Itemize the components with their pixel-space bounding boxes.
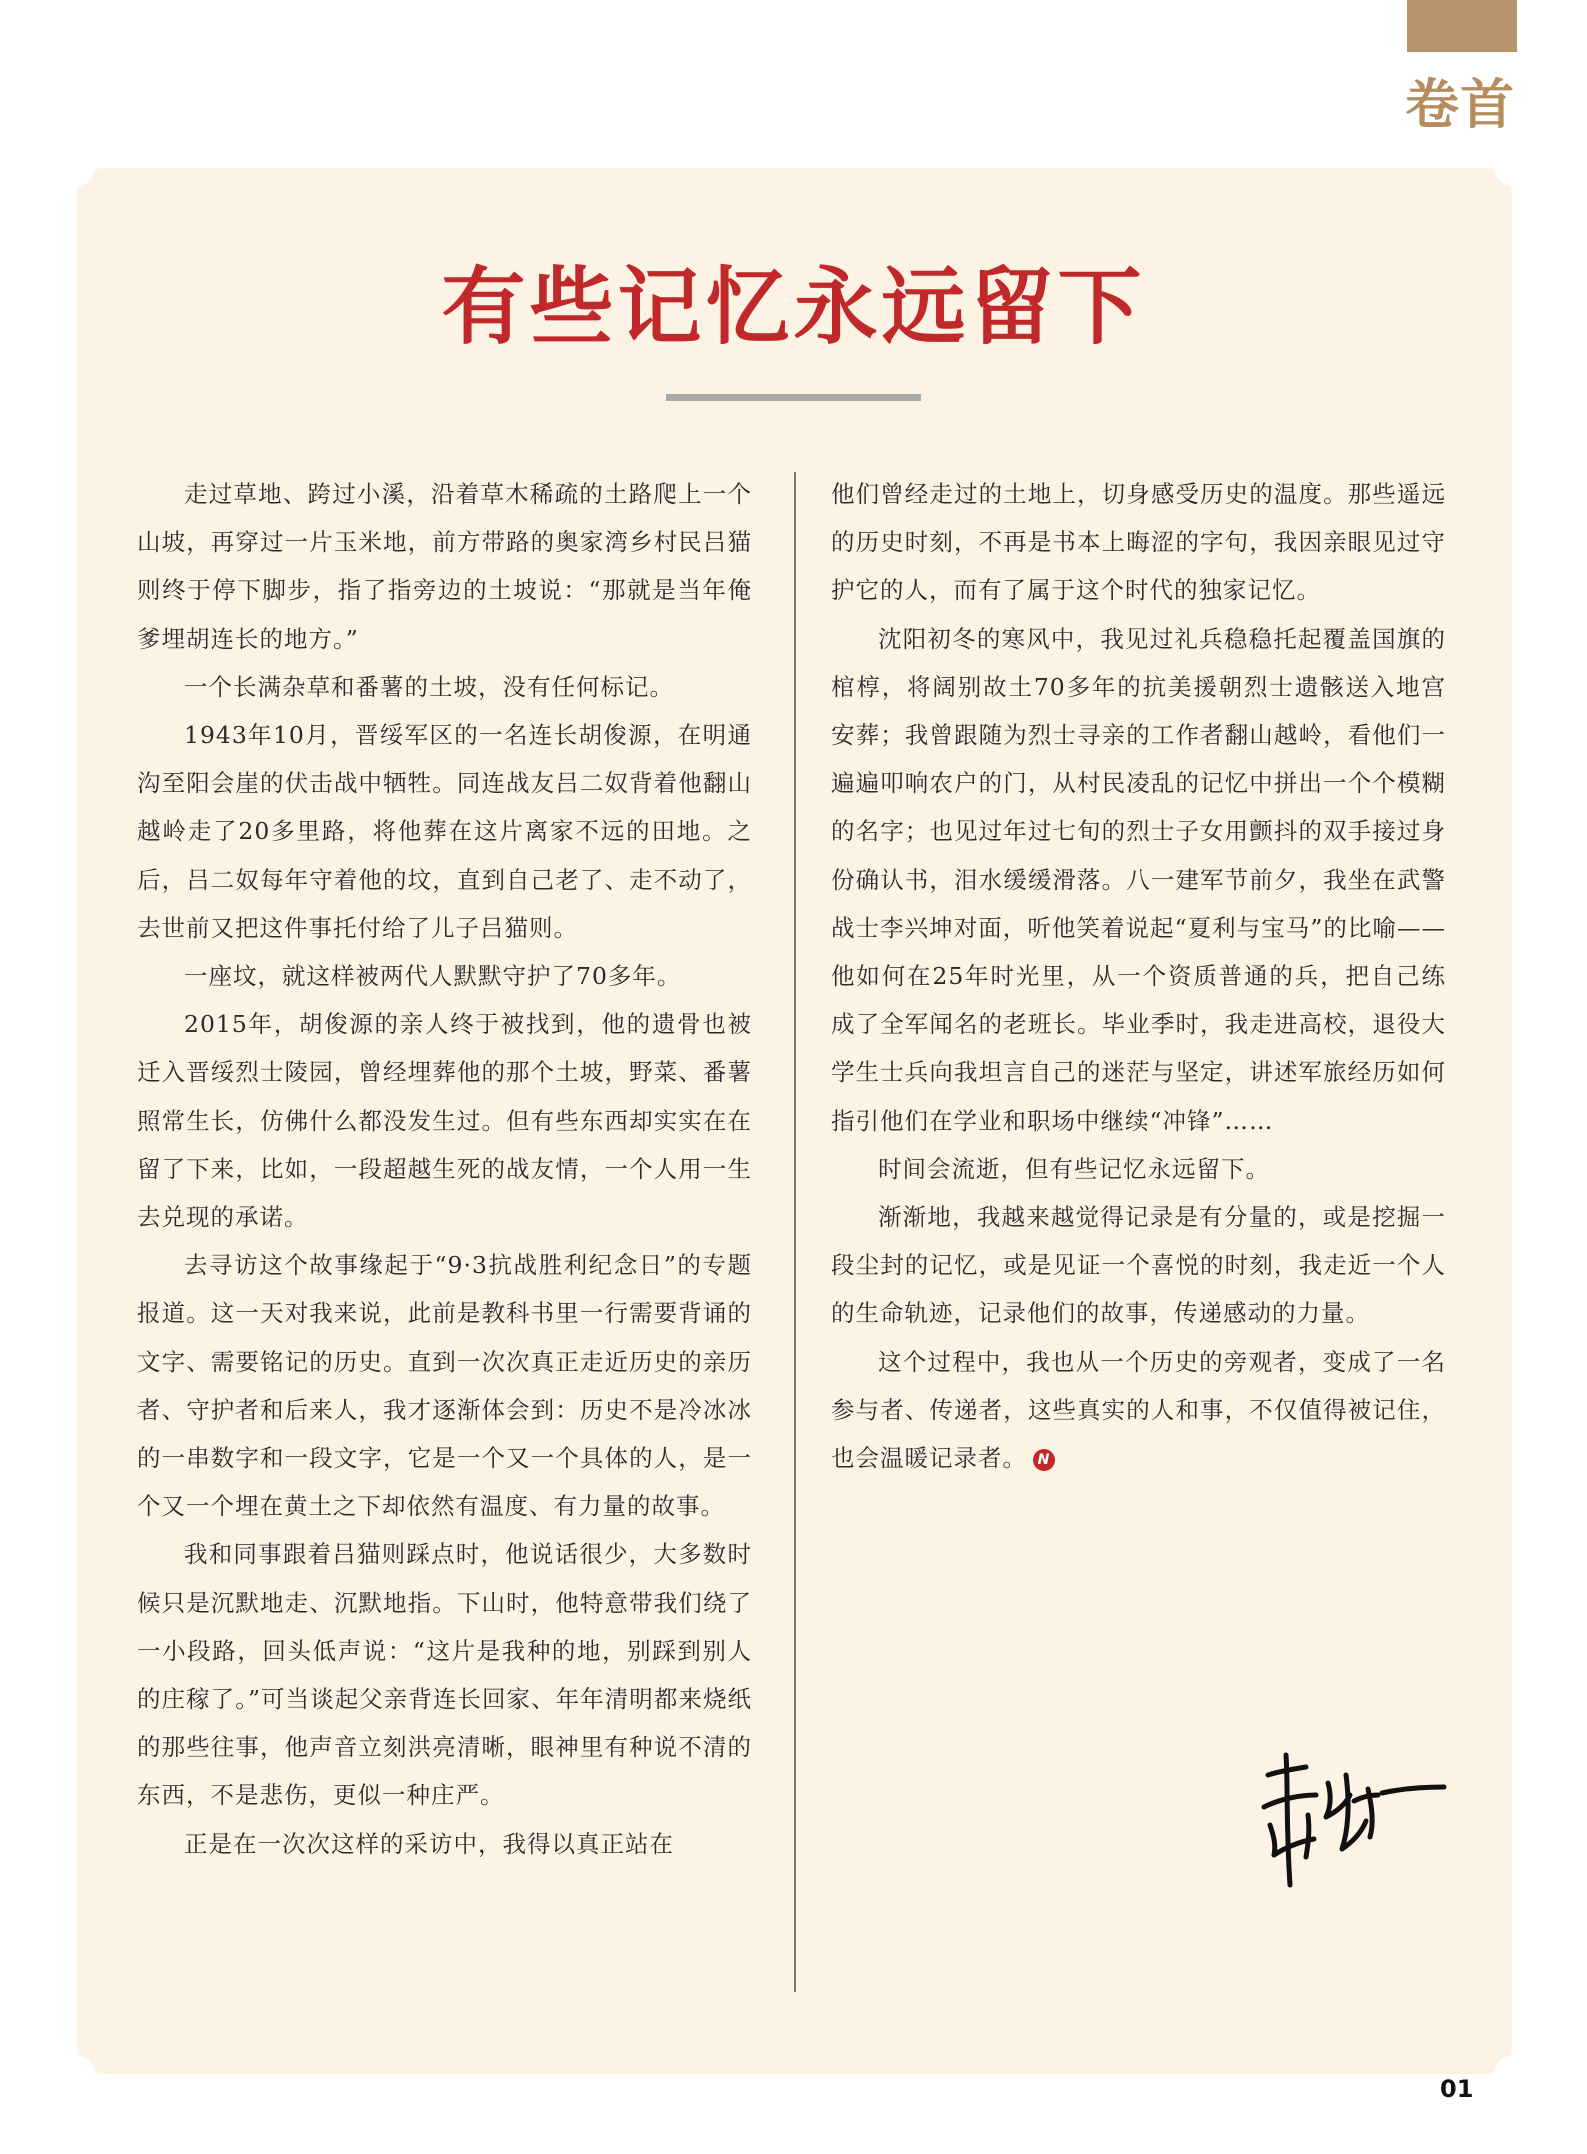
article-column-right <box>831 470 1446 1482</box>
end-mark-icon: N <box>1033 1449 1055 1471</box>
paragraph: 我和同事跟着吕猫则踩点时，他说话很少，大多数时候只是沉默地走、沉默地指。下山时，他特意带我们绕了一小段路，回头低声说：“这片是我种的地，别踩到别人的庄稼了。”可当谈起父亲背连长回家、年年清明都来烧纸的那些往事，他声音立刻洪亮清晰，眼神里有种说不清的东西，不是悲伤，更似一种庄严。 <box>137 1540 752 1810</box>
card-corner-notch <box>1494 150 1530 186</box>
final-paragraph-text: 这个过程中，我也从一个历史的旁观者，变成了一名参与者、传递者，这些真实的人和事，不仅值得被记住，也会温暖记录者。 <box>831 1347 1446 1473</box>
paragraph: 2015年，胡俊源的亲人终于被找到，他的遗骨也被迁入晋绥烈士陵园，曾经埋葬他的那个土坡，野菜、番薯照常生长，仿佛什么都没发生过。但有些东西却实实在在留了下来，比如，一段超越生死的战友情，一个人用一生去兑现的承诺。 <box>137 1010 752 1232</box>
paragraph: 走过草地、跨过小溪，沿着草木稀疏的土路爬上一个山坡，再穿过一片玉米地，前方带路的奥家湾乡村民吕猫则终于停下脚步，指了指旁边的土坡说：“那就是当年俺爹埋胡连长的地方。” <box>137 480 752 653</box>
paragraph-final <box>831 1338 1446 1483</box>
article-title: 有些记忆永远留下 <box>441 257 1146 356</box>
header-tab <box>1407 0 1517 52</box>
paragraph: 正是在一次次这样的采访中，我得以真正站在 <box>184 1829 674 1858</box>
card-corner-notch <box>1494 2056 1530 2092</box>
paragraph: 渐渐地，我越来越觉得记录是有分量的，或是挖掘一段尘封的记忆，或是见证一个喜悦的时刻，我走近一个人的生命轨迹，记录他们的故事，传递感动的力量。 <box>831 1203 1446 1328</box>
column-divider <box>794 472 796 1992</box>
paragraph: 沈阳初冬的寒风中，我见过礼兵稳稳托起覆盖国旗的棺椁，将阔别故土70多年的抗美援朝烈士遗骸送入地宫安葬；我曾跟随为烈士寻亲的工作者翻山越岭，看他们一遍遍叩响农户的门，从村民凌乱的记忆中拼出一个个模糊的名字；也见过年过七旬的烈士子女用颤抖的双手接过身份确认书，泪水缓缓滑落。八一建军节前夕，我坐在武警战士李兴坤对面，听他笑着说起“夏利与宝马”的比喻——他如何在25年时光里，从一个资质普通的兵，把自己练成了全军闻名的老班长。毕业季时，我走进高校，退役大学生士兵向我坦言自己的迷茫与坚定，讲述军旅经历如何指引他们在学业和职场中继续“冲锋”…… <box>831 624 1446 1135</box>
signature <box>1250 1745 1450 1895</box>
paragraph: 一个长满杂草和番薯的土坡，没有任何标记。 <box>184 672 674 701</box>
section-label: 卷首 <box>1405 73 1515 136</box>
paragraph: 一座坟，就这样被两代人默默守护了70多年。 <box>184 962 682 991</box>
paragraph: 1943年10月，晋绥军区的一名连长胡俊源，在明通沟至阳会崖的伏击战中牺牲。同连战友吕二奴背着他翻山越岭走了20多里路，将他葬在这片离家不远的田地。之后，吕二奴每年守着他的坟，直到自己老了、走不动了，去世前又把这件事托付给了儿子吕猫则。 <box>137 721 752 942</box>
article-column-left <box>137 470 752 1868</box>
paragraph: 时间会流逝，但有些记忆永远留下。 <box>878 1154 1270 1183</box>
card-corner-notch <box>59 150 95 186</box>
paragraph: 去寻访这个故事缘起于“9·3抗战胜利纪念日”的专题报道。这一天对我来说，此前是教科书里一行需要背诵的文字、需要铭记的历史。直到一次次真正走近历史的亲历者、守护者和后来人，我才逐渐体会到：历史不是冷冰冰的一串数字和一段文字，它是一个又一个具体的人，是一个又一个埋在黄土之下却依然有温度、有力量的故事。 <box>137 1251 752 1521</box>
page-number: 01 <box>1440 2075 1474 2103</box>
card-corner-notch <box>59 2056 95 2092</box>
title-divider <box>666 394 921 401</box>
paragraph-continuation: 他们曾经走过的土地上，切身感受历史的温度。那些遥远的历史时刻，不再是书本上晦涩的字句，我因亲眼见过守护它的人，而有了属于这个时代的独家记忆。 <box>831 480 1446 605</box>
